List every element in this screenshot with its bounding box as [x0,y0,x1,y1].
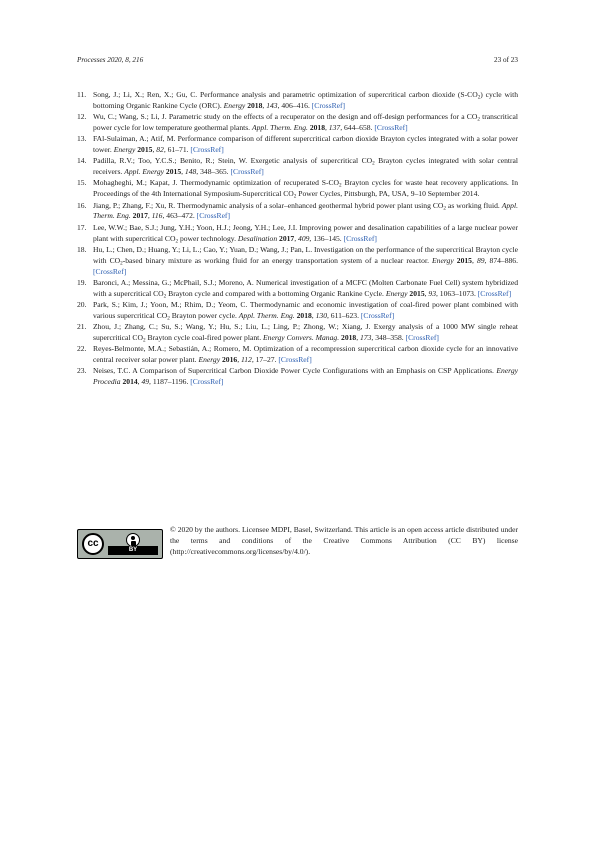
reference-volume: 116 [151,211,163,221]
reference-text: Brayton power cycle. [169,310,237,320]
reference-item [77,178,518,200]
reference-item: 18. Hu, L.; Chen, D.; Huang, Y.; Li, L.; Cao, Y.; Yuan, D.; Wang, J.; Pan, L. Investigation on the performance of the supercritical Brayton cycle with $CO_2$-based binary mixture as working fluid for an energy transportation system of a nuclear reactor. Energy 2015, 89, 874–886. [CrossRef] [77,244,518,276]
page-number: 23 of 23 [494,56,518,64]
subscript: 2 [339,182,342,189]
reference-year: 2015 [165,167,182,177]
crossref-link[interactable]: [CrossRef] [343,233,377,243]
creative-commons-icon: cc [82,533,104,555]
reference-journal: Energy [432,255,454,265]
reference-item: 14. Padilla, R.V.; Too, Y.C.S.; Benito, R.; Stein, W. Exergetic analysis of supercritical $CO_2$ Brayton cycles integrated with solar central receivers. Appl. Energy 2015, 148, 348–365. [CrossRef] [77,156,519,177]
reference-text: Brayton cycles integrated with solar central receivers. [93,156,519,177]
reference-text: Mohagheghi, M.; Kapat, J. Thermodynamic optimization of recuperated S-CO [93,178,340,188]
reference-item: 11. Song, J.; Li, X.; Ren, X.; Gu, C. Performance analysis and parametric optimization of supercritical carbon dioxide $(S-CO_2)$ cycle with bottoming Organic Rankine Cycle (ORC). Energy 2018, 143, 406–416. [CrossRef] [77,90,518,110]
reference-text: Zhou, J.; Zhang, C.; Su, S.; Wang, Y.; Hu, S.; Liu, L.; Ling, P.; Zhong, W.; Xiang, J. Exergy analysis of a 1000 MW single reheat supercritical CO [93,322,518,342]
crossref-link[interactable]: [CrossRef] [190,145,224,155]
by-label: BY [108,546,158,555]
reference-text: Brayton cycle coal-fired power plant. [145,332,262,342]
reference-text: Reyes-Belmonte, M.A.; Sebastián, A.; Romero, M. Optimization of a recompression supercritical carbon dioxide cycle for an innovative central receiver solar power plant. [93,344,518,365]
reference-journal: Energy [223,100,246,110]
reference-text: Neises, T.C. A Comparison of Supercritical Carbon Dioxide Power Cycle Configurations with an Emphasis on CSP Applications. [93,366,494,376]
reference-year: 2014 [122,377,138,387]
crossref-link[interactable]: [CrossRef] [477,288,512,298]
reference-text: Power Cycles, Pittsburgh, PA, USA, 9–10 September 2014. [296,189,480,199]
subscript: 2 [372,160,375,167]
reference-number: 20. [77,299,87,309]
reference-journal: Energy [113,145,136,155]
reference-pages: , 1063–1073. [436,288,476,298]
reference-text: Wu, C.; Wang, S.; Li, J. Parametric study on the effects of a recuperator on the design and off-design performances for a CO [93,112,478,122]
reference-number: 18. [77,244,87,254]
reference-text: transcritical power cycle for low temperature geothermal plants. [93,112,518,133]
crossref-link[interactable]: [CrossRef] [278,355,312,365]
reference-year: 2018 [341,332,357,342]
reference-year: 2015 [456,255,472,265]
subscript: 2 [163,293,167,300]
reference-text: ) cycle with bottoming Organic Rankine Cycle (ORC). [93,90,518,110]
reference-item: 19. Baronci, A.; Messina, G.; McPhail, S.J.; Moreno, A. Numerical investigation of a MCFC (Molten Carbonate Fuel Cell) system hybridized with a supercritical $CO_2$ Brayton cycle and compared with a bottoming Organic Rankine Cycle. Energy 2015, 93, 1063–1073. [CrossRef] [77,277,518,300]
reference-number: 12. [77,112,87,122]
reference-number: 17. [77,222,87,232]
journal-citation: Processes 2020, 8, 216 [77,56,144,64]
reference-volume: 112 [240,355,252,365]
reference-text: FAl-Sulaiman, A.; Atif, M. Performance comparison of different supercritical carbon dioxide Brayton cycles integrated with a solar power tower. [93,134,518,155]
reference-volume: 143 [266,100,278,110]
crossref-link[interactable]: [CrossRef] [230,167,264,177]
reference-journal: Energy Procedia [93,366,518,387]
reference-item: 16. Jiang, P.; Zhang, F.; Xu, R. Thermodynamic analysis of a solar–enhanced geothermal hybrid power plant using $CO_2$ as working fluid. Appl. Therm. Eng. 2017, 116, 463–472. [CrossRef] [77,200,518,221]
reference-volume: 130 [315,310,327,320]
reference-volume: 148 [184,167,197,177]
reference-text: Brayton cycle and compared with a bottoming Organic Rankine Cycle. [166,288,384,298]
crossref-link[interactable]: [CrossRef] [405,332,439,342]
reference-volume: 137 [328,123,341,133]
reference-number: 15. [77,178,87,188]
reference-text: Lee, W.W.; Bae, S.J.; Jung, Y.H.; Yoon, H.J.; Jeong, Y.H.; Lee, J.I. Improving power and desalination capabilities of a large nuclear power plant with supercritical CO [93,222,518,243]
reference-pages: , 61–71. [163,145,189,155]
reference-journal: Energy [385,288,408,298]
reference-volume: 49 [141,377,150,387]
reference-journal: Appl. Therm. Eng. [238,310,295,320]
reference-year: 2018 [247,100,263,110]
reference-year: 2017 [279,233,295,243]
reference-journal: Energy [198,355,221,365]
reference-item: 22. Reyes-Belmonte, M.A.; Sebastián, A.; Romero, M. Optimization of a recompression supercritical carbon dioxide cycle for an innovative central receiver solar power plant. Energy 2016, 112, 17–27. [CrossRef] [77,344,518,365]
reference-number: 22. [77,344,87,354]
crossref-link[interactable]: [CrossRef] [190,377,224,387]
reference-pages: , 17–27. [251,355,277,365]
subscript: 2 [477,94,481,101]
reference-pages: , 406–416. [277,100,310,110]
reference-volume: 409 [298,233,310,243]
reference-item: 12. Wu, C.; Wang, S.; Li, J. Parametric study on the effects of a recuperator on the design and off-design performances for a $CO_2$ transcritical power cycle for low temperature geothermal plants. Appl. Therm. Eng. 2018, 137, 644–658. [CrossRef] [77,112,518,133]
running-header [77,56,518,66]
reference-volume: 93 [428,288,436,298]
reference-pages: , 463–472. [162,211,195,221]
reference-pages: , 644–658. [340,123,373,133]
reference-number: 21. [77,322,87,331]
reference-text: Baronci, A.; Messina, G.; McPhail, S.J.; Moreno, A. Numerical investigation of a MCFC (Molten Carbonate Fuel Cell) system hybridized with a supercritical CO [93,277,518,298]
reference-list [77,90,518,388]
reference-journal: Appl. Therm. Eng. [252,123,308,133]
crossref-link[interactable]: [CrossRef] [360,310,395,320]
reference-text: as working fluid. [446,200,500,210]
reference-volume: 173 [360,332,372,342]
reference-pages: , 348–358. [371,332,404,342]
reference-year: 2015 [137,145,153,155]
reference-year: 2015 [409,288,425,298]
subscript: 2 [120,260,123,267]
reference-journal: Desalination [237,233,278,243]
reference-text: Jiang, P.; Zhang, F.; Xu, R. Thermodynamic analysis of a solar–enhanced geothermal hybrid power plant using CO [93,200,444,210]
reference-text: Hu, L.; Chen, D.; Huang, Y.; Li, L.; Cao, Y.; Yuan, D.; Wang, J.; Pan, L. Investigation on the performance of the supercritical Brayton cycle with CO [93,244,518,265]
reference-text: power technology. [178,233,236,243]
reference-volume: 82 [156,145,164,155]
license-block [77,525,518,565]
reference-pages: , 1187–1196. [149,377,189,387]
reference-item: 21. Zhou, J.; Zhang, C.; Su, S.; Wang, Y.; Hu, S.; Liu, L.; Ling, P.; Zhong, W.; Xiang, J. Exergy analysis of a 1000 MW single reheat supercritical $CO_2$ Brayton cycle coal-fired power plant. Energy Convers. Manag. 2018, 173, 348–358. [CrossRef] [77,322,518,344]
reference-number: 14. [77,156,87,166]
subscript: 2 [167,315,170,322]
cc-by-license-badge[interactable] [77,529,163,559]
subscript: 2 [142,337,146,344]
reference-text: Song, J.; Li, X.; Ren, X.; Gu, C. Performance analysis and parametric optimization of supercritical carbon dioxide (S-CO [93,90,478,99]
reference-text: -based binary mixture as working fluid for an energy transportation system of a nuclear reactor. [122,255,429,265]
crossref-link[interactable]: [CrossRef] [93,266,127,276]
reference-year: 2018 [296,310,312,320]
reference-year: 2016 [222,355,238,365]
reference-journal: Appl. Energy [124,167,165,177]
reference-journal: Energy Convers. Manag. [263,332,340,342]
crossref-link[interactable]: [CrossRef] [196,211,230,221]
subscript: 2 [175,238,179,245]
reference-item: 13. FAl-Sulaiman, A.; Atif, M. Performance comparison of different supercritical carbon dioxide Brayton cycles integrated with a solar power tower. Energy 2015, 82, 61–71. [CrossRef] [77,134,518,155]
reference-volume: 89 [476,255,485,265]
reference-year: 2018 [309,123,325,133]
reference-number: 19. [77,277,87,287]
license-text: © 2020 by the authors. Licensee MDPI, Basel, Switzerland. This article is an open access article distributed under the terms and conditions of the Creative Commons Attribution (CC BY) license (http://creativecommons.org/licenses/by/4.0/). [170,525,518,556]
reference-journal: Appl. Therm. Eng. [93,200,518,221]
subscript: 2 [293,193,297,200]
reference-pages: , 348–365. [196,167,229,177]
reference-number: 11. [77,90,87,99]
reference-text: Park, S.; Kim, J.; Yoon, M.; Rhim, D.; Yeom, C. Thermodynamic and economic investigation of coal-fired power plant combined with various supercritical CO [93,299,518,320]
reference-item: 20. Park, S.; Kim, J.; Yoon, M.; Rhim, D.; Yeom, C. Thermodynamic and economic investigation of coal-fired power plant combined with various supercritical $CO_2$ Brayton power cycle. Appl. Therm. Eng. 2018, 130, 611–623. [CrossRef] [77,299,518,322]
reference-number: 23. [77,366,87,376]
reference-item: 17. Lee, W.W.; Bae, S.J.; Jung, Y.H.; Yoon, H.J.; Jeong, Y.H.; Lee, J.I. Improving power and desalination capabilities of a large nuclear power plant with supercritical $CO_2$ power technology. Desalination 2017, 409, 136–145. [CrossRef] [77,222,518,245]
reference-pages: , 611–623. [326,310,359,320]
reference-pages: , 874–886. [484,255,518,265]
reference-number: 13. [77,134,87,144]
reference-text: Brayton cycles for waste heat recovery applications. In Proceedings of the 4th International Symposium-Supercritical CO [93,178,518,199]
reference-text: Padilla, R.V.; Too, Y.C.S.; Benito, R.; Stein, W. Exergetic analysis of supercritical CO [93,156,373,166]
subscript: 2 [443,205,446,212]
crossref-link[interactable]: [CrossRef] [311,100,346,110]
reference-number: 16. [77,200,87,210]
attribution-person-icon [126,533,140,547]
reference-pages: , 136–145. [309,233,342,243]
reference-item: 23. Neises, T.C. A Comparison of Supercritical Carbon Dioxide Power Cycle Configurations with an Emphasis on CSP Applications. Energy Procedia 2014, 49, 1187–1196. [CrossRef] [77,366,518,387]
reference-year: 2017 [132,211,148,221]
subscript: 2 [477,116,480,123]
crossref-link[interactable]: [CrossRef] [374,123,408,133]
